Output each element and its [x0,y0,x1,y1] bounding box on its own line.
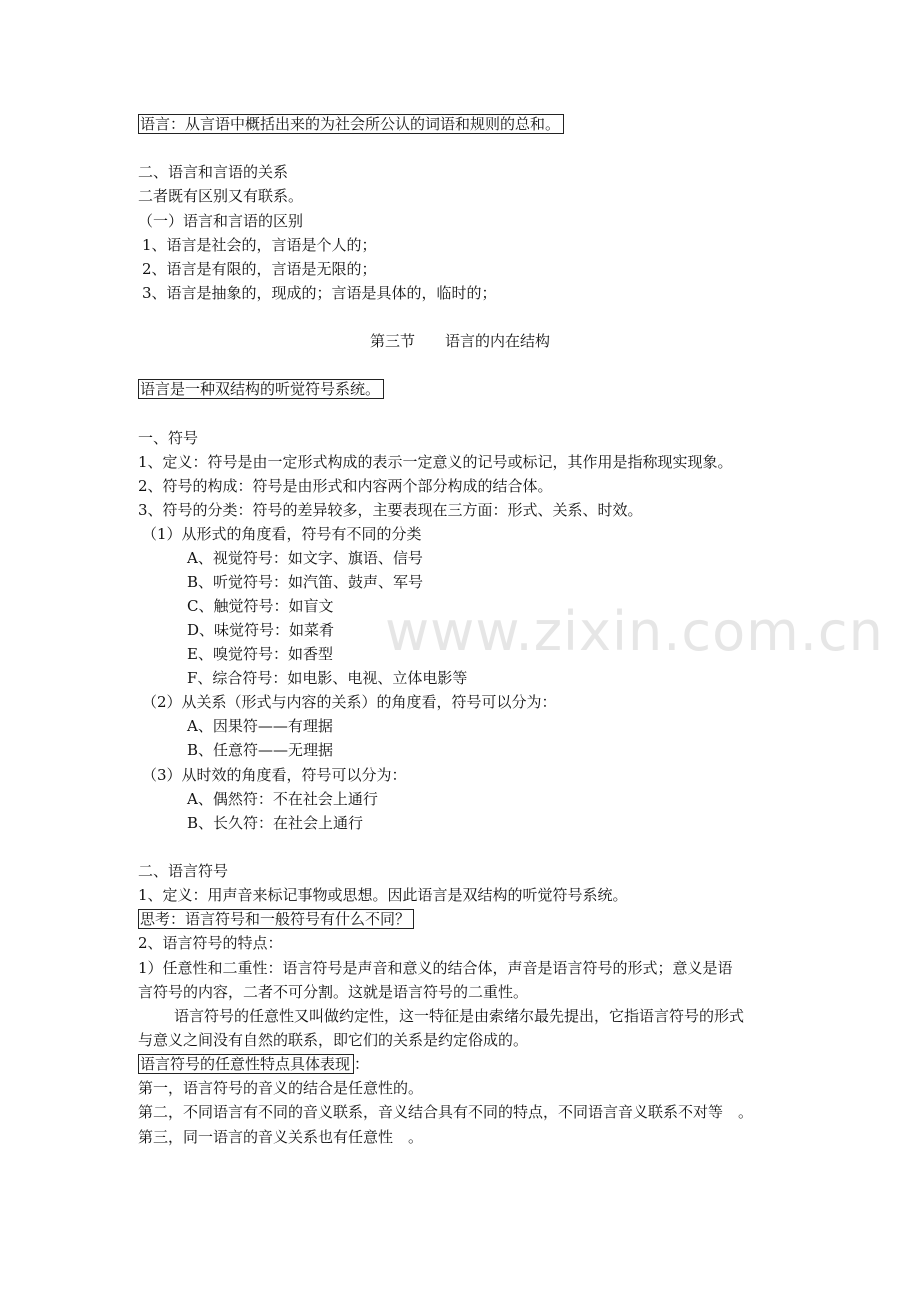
language-symbol-features: 2、语言符号的特点： [138,934,283,952]
form-subsection: （1）从形式的角度看，符号有不同的分类 [142,525,422,543]
arbitrariness-paragraph: 与意义之间没有自然的联系，即它们的关系是约定俗成的。 [138,1031,529,1049]
time-subsection: （3）从时效的角度看，符号可以分为： [142,766,407,784]
arbitrariness-colon: ： [354,1055,370,1073]
dual-structure-line [138,379,384,399]
language-symbol-definition: 1、定义：用声音来标记事物或思想。因此语言是双结构的听觉符号系统。 [138,886,628,904]
relation-subsection: （2）从关系（形式与内容的关系）的角度看，符号可以分为： [142,693,557,711]
watermark: www.zixin.com.cn [385,600,884,663]
section-title-language-symbol: 二、语言符号 [138,862,229,880]
difference-item: 2、语言是有限的，言语是无限的； [142,260,377,278]
form-item: E、嗅觉符号：如香型 [187,645,333,663]
feature-paragraph: 言符号的内容，二者不可分割。这就是语言符号的二重性。 [138,983,529,1001]
form-item: A、视觉符号：如文字、旗语、信号 [187,549,423,567]
section-title-symbol: 一、符号 [138,429,199,447]
form-item: C、触觉符号：如盲文 [187,597,334,615]
symbol-classification: 3、符号的分类：符号的差异较多，主要表现在三方面：形式、关系、时效。 [138,501,643,519]
point-second: 第二，不同语言有不同的音义联系，音义结合具有不同的特点，不同语言音义联系不对等 。 [138,1103,754,1121]
definition-box: 语言：从言语中概括出来的为社会所公认的词语和规则的总和。 [138,114,564,134]
point-third: 第三，同一语言的音义关系也有任意性 。 [138,1128,424,1146]
form-item: D、味觉符号：如菜肴 [187,621,335,639]
arbitrariness-paragraph: 语言符号的任意性又叫做约定性，这一特征是由索绪尔最先提出，它指语言符号的形式 [174,1007,745,1025]
relation-item: A、因果符——有理据 [187,717,333,735]
arbitrariness-box: 语言符号的任意性特点具体表现 [138,1054,354,1074]
relation-item: B、任意符——无理据 [187,741,334,759]
symbol-definition: 1、定义：符号是由一定形式构成的表示一定意义的记号或标记，其作用是指称现实现象。 [138,453,733,471]
form-item: F、综合符号：如电影、电视、立体电影等 [187,669,468,687]
feature-paragraph: 1）任意性和二重性：语言符号是声音和意义的结合体，声音是语言符号的形式；意义是语 [138,959,733,977]
point-first: 第一，语言符号的音义的结合是任意性的。 [138,1079,424,1097]
section-heading: 第三节 语言的内在结构 [369,332,550,350]
subsection-difference: （一）语言和言语的区别 [138,212,304,230]
difference-item: 3、语言是抽象的，现成的；言语是具体的，临时的； [142,284,497,302]
time-item: B、长久符：在社会上通行 [187,814,364,832]
dual-structure-box: 语言是一种双结构的听觉符号系统。 [138,379,384,399]
think-line [138,909,414,929]
time-item: A、偶然符：不在社会上通行 [187,790,378,808]
symbol-composition: 2、符号的构成：符号是由形式和内容两个部分构成的结合体。 [138,477,553,495]
relation-intro: 二者既有区别又有联系。 [138,187,304,205]
definition-line [138,114,564,134]
think-box: 思考：语言符号和一般符号有什么不同？ [138,909,414,929]
form-item: B、听觉符号：如汽笛、鼓声、军号 [187,573,424,591]
arbitrariness-heading-line [138,1054,369,1074]
difference-item: 1、语言是社会的，言语是个人的； [142,236,377,254]
section-title-relation: 二、语言和言语的关系 [138,163,289,181]
